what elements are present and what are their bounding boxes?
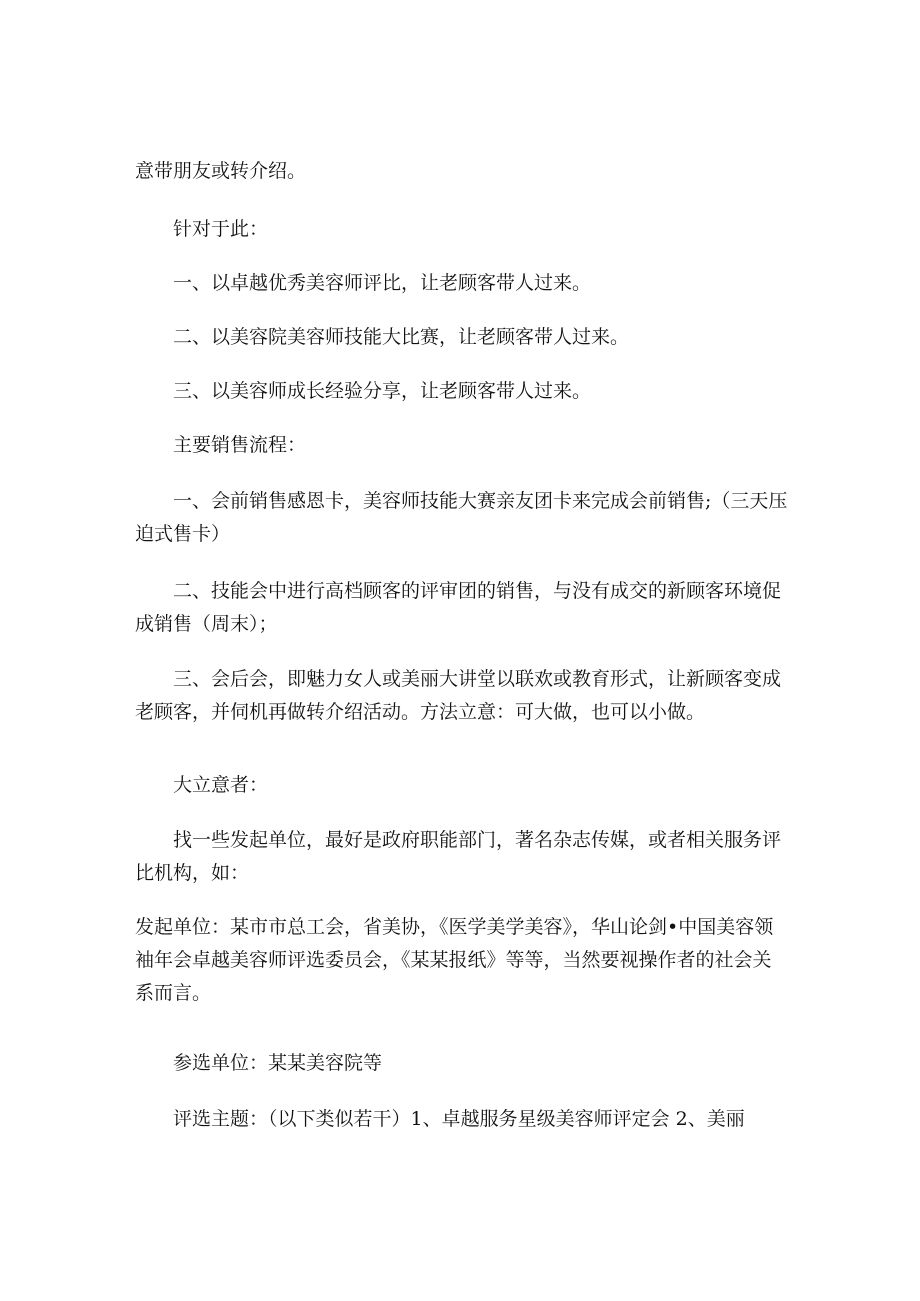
paragraph-organizers-intro: 找一些发起单位，最好是政府职能部门，著名杂志传媒，或者相关服务评比机构，如： — [135, 829, 782, 884]
paragraph-continuation: 意带朋友或转介绍。 — [135, 160, 307, 182]
sales-step-3: 三、会后会，即魅力女人或美丽大讲堂以联欢或教育形式，让新顾客变成老顾客，并伺机再做转介绍活动。方法立意：可大做，也可以小做。 — [135, 668, 782, 723]
paragraph-participants: 参选单位：某某美容院等 — [173, 1052, 383, 1074]
sales-step-1: 一、会前销售感恩卡，美容师技能大赛亲友团卡来完成会前销售;（三天压迫式售卡） — [135, 490, 788, 545]
sales-step-2: 二、技能会中进行高档顾客的评审团的销售，与没有成交的新顾客环境促成销售（周末）； — [135, 580, 782, 635]
list-item-3: 三、以美容师成长经验分享，让老顾客带人过来。 — [173, 380, 592, 402]
paragraph-organizers: 发起单位：某市市总工会，省美协，《医学美学美容》，华山论剑•中国美容领袖年会卓越美容师评选委员会，《某某报纸》等等，当然要视操作者的社会关系而言。 — [135, 916, 774, 1004]
section-heading-sales-process: 主要销售流程： — [173, 434, 307, 456]
section-heading-big-concept: 大立意者： — [173, 774, 269, 796]
paragraph-intro: 针对于此： — [173, 218, 269, 240]
list-item-2: 二、以美容院美容师技能大比赛，让老顾客带人过来。 — [173, 326, 630, 348]
paragraph-themes: 评选主题：（以下类似若干）1、卓越服务星级美容师评定会 2、美丽 — [173, 1108, 745, 1130]
list-item-1: 一、以卓越优秀美容师评比，让老顾客带人过来。 — [173, 272, 592, 294]
